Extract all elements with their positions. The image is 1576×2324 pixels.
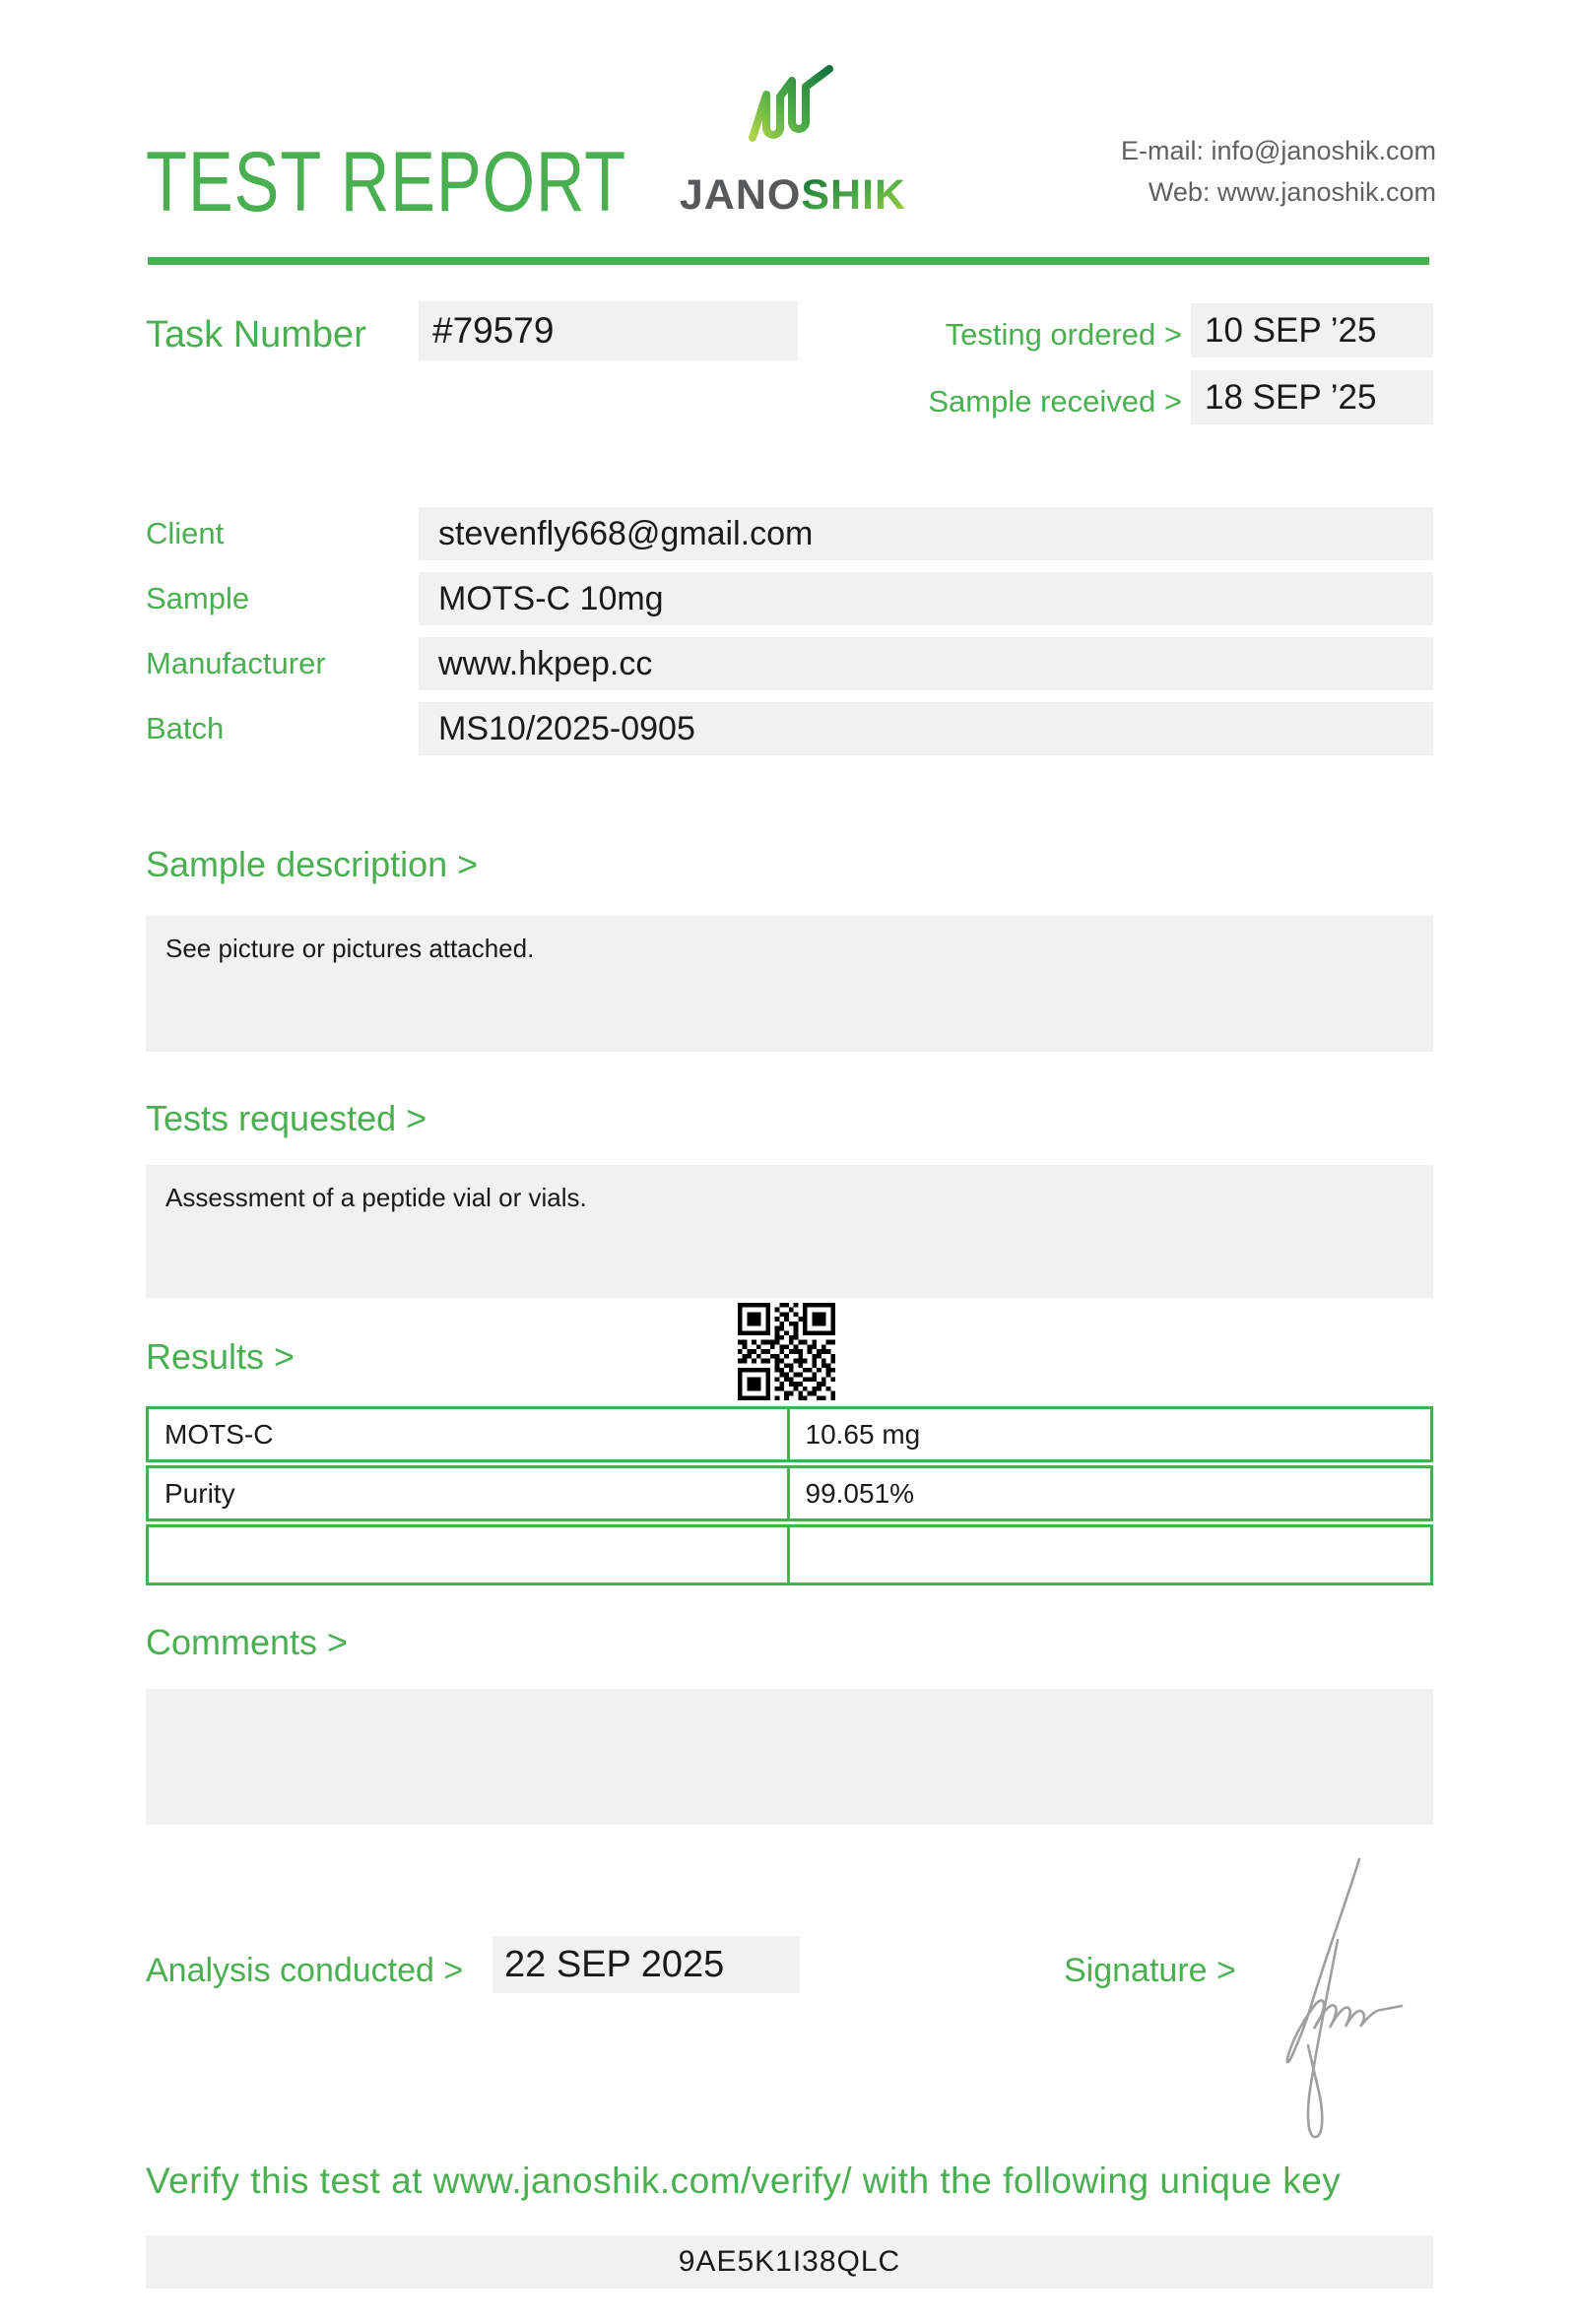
- results-row: [146, 1406, 1433, 1462]
- sample-value: MOTS-C 10mg: [419, 572, 1433, 625]
- result-analyte: Purity: [149, 1468, 790, 1518]
- testing-ordered-value: 10 SEP ’25: [1191, 303, 1433, 357]
- sample-received-value: 18 SEP ’25: [1191, 370, 1433, 424]
- logo-shik-text: SHIK: [801, 171, 907, 219]
- page-title: TEST REPORT: [146, 135, 626, 229]
- results-heading: Results >: [146, 1336, 296, 1377]
- analysis-conducted-value: 22 SEP 2025: [492, 1936, 800, 1993]
- task-number-label: Task Number: [146, 314, 366, 355]
- contact-block: [1121, 130, 1436, 213]
- client-value: stevenfly668@gmail.com: [419, 507, 1433, 560]
- contact-email: E-mail: info@janoshik.com: [1120, 136, 1436, 165]
- logo-jano-text: JANO: [679, 171, 802, 219]
- signature-label: Signature >: [1064, 1952, 1236, 1989]
- results-row: [146, 1465, 1433, 1521]
- verify-key: 9AE5K1I38QLC: [146, 2235, 1433, 2289]
- sample-description-box: See picture or pictures attached.: [146, 916, 1433, 1052]
- task-number-value: #79579: [419, 301, 798, 360]
- result-amount: [790, 1527, 1431, 1582]
- batch-value: MS10/2025-0905: [419, 702, 1433, 755]
- results-row: [146, 1524, 1433, 1585]
- result-amount: 99.051%: [805, 1477, 915, 1509]
- growth-chart-icon: [745, 65, 837, 151]
- manufacturer-label: Manufacturer: [146, 646, 326, 680]
- results-table: [146, 1406, 1433, 1585]
- result-analyte: [149, 1527, 790, 1582]
- sample-received-label: Sample received >: [928, 384, 1182, 419]
- manufacturer-value: www.hkpep.cc: [419, 637, 1433, 690]
- analysis-conducted-label: Analysis conducted >: [146, 1952, 464, 1989]
- tests-requested-box: Assessment of a peptide vial or vials.: [146, 1165, 1433, 1298]
- testing-ordered-label: Testing ordered >: [945, 317, 1182, 352]
- sample-description-heading: Sample description >: [146, 844, 479, 884]
- handwritten-signature: [1264, 1853, 1469, 2151]
- contact-web: Web: www.janoshik.com: [1148, 177, 1436, 207]
- logo-wordmark: [640, 171, 946, 220]
- qr-code: [738, 1303, 835, 1400]
- comments-heading: Comments >: [146, 1622, 349, 1662]
- sample-label: Sample: [146, 581, 250, 615]
- header-divider: [148, 257, 1429, 265]
- comments-box: [146, 1689, 1433, 1825]
- result-amount: 10.65 mg: [805, 1418, 921, 1450]
- batch-label: Batch: [146, 711, 225, 745]
- result-analyte: MOTS-C: [149, 1409, 790, 1459]
- client-label: Client: [146, 516, 225, 550]
- verify-instruction: Verify this test at www.janoshik.com/verify/ with the following unique key: [146, 2161, 1342, 2201]
- tests-requested-heading: Tests requested >: [146, 1098, 427, 1138]
